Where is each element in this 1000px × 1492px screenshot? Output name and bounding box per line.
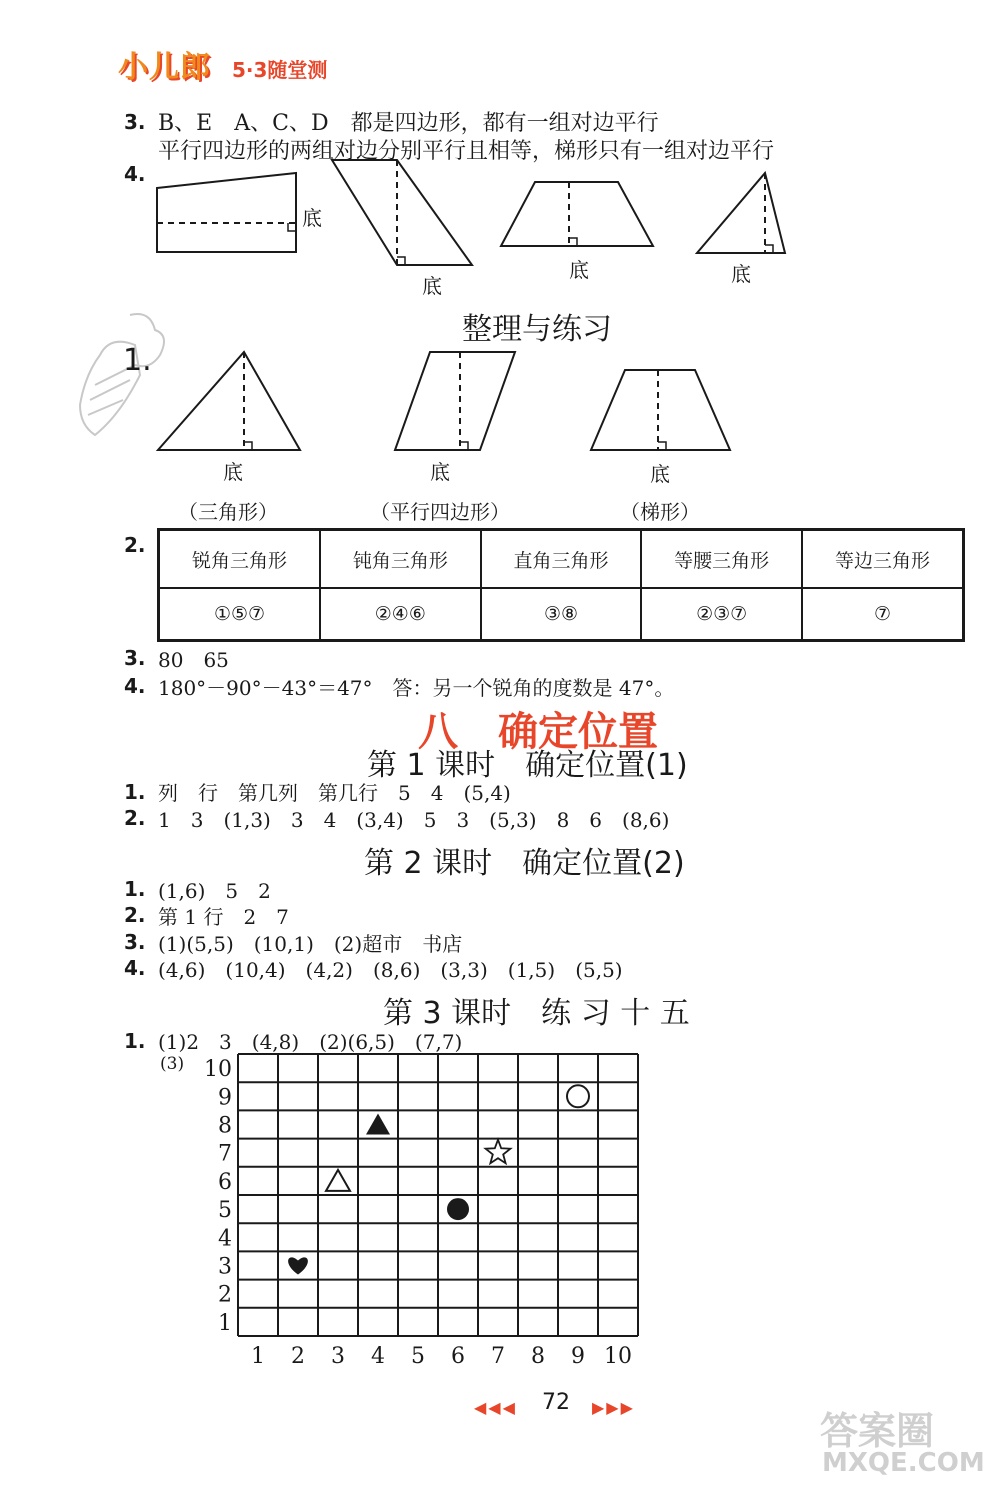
lesson1-q1-answer: 列 行 第几列 第几行 5 4 (5,4) <box>158 781 511 805</box>
table-cell: ②④⑥ <box>320 588 481 641</box>
lesson1-q2-answer: 1 3 (1,3) 3 4 (3,4) 5 3 (5,3) 8 6 (8,6) <box>158 808 670 832</box>
review-q1-shapes <box>0 330 1000 470</box>
circle-outline-icon <box>567 1085 589 1107</box>
watermark-url: MXQE.COM <box>822 1448 985 1478</box>
lesson3-q1-sub3: (3) <box>160 1054 185 1074</box>
q3-number: 3. <box>124 110 146 134</box>
q4-base-label-1: 底 <box>302 206 322 230</box>
review-base-label-1: 底 <box>223 460 243 484</box>
table-cell: ②③⑦ <box>641 588 802 641</box>
review-title: 整理与练习 <box>462 312 612 347</box>
lesson2-q3-number: 3. <box>124 930 146 954</box>
review-name-parallelogram: （平行四边形） <box>370 500 510 524</box>
lesson2-q2-answer: 第 1 行 2 7 <box>158 905 289 929</box>
review-trapezoid <box>591 370 730 450</box>
q4-triangle <box>697 173 785 253</box>
review-base-label-3: 底 <box>650 462 670 486</box>
q4-trapezoid <box>501 182 653 246</box>
lesson2-q3-answer: (1)(5,5) (10,1) (2)超市 书店 <box>158 932 463 956</box>
table-header-cell: 等腰三角形 <box>641 530 802 589</box>
x-axis-label: 7 <box>491 1344 505 1369</box>
lesson2-title: 第 2 课时 确定位置(2) <box>364 846 685 881</box>
x-axis-label: 6 <box>451 1344 465 1369</box>
lesson1-q2-number: 2. <box>124 806 146 830</box>
lesson2-q1-number: 1. <box>124 877 146 901</box>
x-axis-label: 9 <box>571 1344 585 1369</box>
review-q3-number: 3. <box>124 646 146 670</box>
table-header-cell: 直角三角形 <box>481 530 642 589</box>
y-axis-label: 9 <box>218 1085 232 1111</box>
footer-right-arrows: ▶▶▶ <box>592 1398 635 1417</box>
table-cell: ③⑧ <box>481 588 642 641</box>
circle-filled-icon <box>447 1198 469 1220</box>
brand-logo: 小儿郎 <box>118 50 211 85</box>
x-axis-label: 8 <box>531 1344 545 1369</box>
q4-number: 4. <box>124 162 146 186</box>
review-name-triangle: （三角形） <box>178 500 278 524</box>
x-axis-label: 2 <box>291 1344 305 1369</box>
table-row <box>159 588 964 641</box>
lesson2-q1-answer: (1,6) 5 2 <box>158 879 271 903</box>
y-axis-label: 8 <box>218 1113 232 1139</box>
review-q3-answer: 80 65 <box>158 648 229 672</box>
lesson3-q1-number: 1. <box>124 1029 146 1053</box>
review-name-trapezoid: （梯形） <box>620 500 700 524</box>
page-number: 72 <box>542 1390 570 1415</box>
lesson1-title: 第 1 课时 确定位置(1) <box>367 748 688 783</box>
x-axis-label: 4 <box>371 1344 385 1369</box>
y-axis-label: 7 <box>218 1141 232 1167</box>
q4-shapes <box>0 0 1000 300</box>
lesson2-q4-answer: (4,6) (10,4) (4,2) (8,6) (3,3) (1,5) (5,5) <box>158 958 623 982</box>
watermark-text: 答案圈 <box>820 1409 935 1453</box>
series-title: 5·3随堂测 <box>232 58 328 82</box>
y-axis-label: 2 <box>218 1282 232 1308</box>
q3-answer-line1: B、E A、C、D 都是四边形，都有一组对边平行 <box>158 111 659 136</box>
q3-answer-line2: 平行四边形的两组对边分别平行且相等，梯形只有一组对边平行 <box>158 139 775 164</box>
x-axis-label: 5 <box>411 1344 425 1369</box>
q4-base-label-4: 底 <box>731 262 751 286</box>
review-q2-number: 2. <box>124 533 146 557</box>
x-axis-label: 10 <box>604 1344 632 1369</box>
q4-base-label-2: 底 <box>422 274 442 298</box>
y-axis-label: 6 <box>218 1169 232 1195</box>
lesson3-q1-answer: (1)2 3 (4,8) (2)(6,5) (7,7) <box>158 1030 463 1054</box>
star-outline-icon <box>486 1140 511 1164</box>
q4-right-trapezoid <box>157 173 296 252</box>
y-axis-label: 3 <box>218 1254 232 1280</box>
triangle-outline-icon <box>326 1170 350 1191</box>
footer-left-arrows: ◀◀◀ <box>474 1398 517 1417</box>
y-axis-label: 4 <box>218 1226 232 1252</box>
chapter-title: 八 确定位置 <box>418 709 658 755</box>
review-parallelogram <box>395 352 515 450</box>
review-q1-number: 1. <box>123 343 152 378</box>
triangle-classification-table <box>157 528 965 642</box>
table-cell: ⑦ <box>802 588 964 641</box>
lesson2-q2-number: 2. <box>124 903 146 927</box>
table-header-cell: 钝角三角形 <box>320 530 481 589</box>
heart-icon <box>288 1257 308 1274</box>
y-axis-label: 10 <box>204 1057 232 1083</box>
lesson1-q1-number: 1. <box>124 780 146 804</box>
review-q4-number: 4. <box>124 674 146 698</box>
lesson2-q4-number: 4. <box>124 956 146 980</box>
x-axis-label: 1 <box>251 1344 265 1369</box>
coordinate-grid <box>180 1040 660 1380</box>
review-base-label-2: 底 <box>430 460 450 484</box>
review-triangle <box>158 352 300 450</box>
x-axis-label: 3 <box>331 1344 345 1369</box>
triangle-filled-icon <box>366 1114 390 1135</box>
review-q4-answer: 180°－90°－43°＝47° 答：另一个锐角的度数是 47°。 <box>158 676 675 700</box>
table-header-row <box>159 530 964 589</box>
y-axis-label: 5 <box>218 1198 232 1224</box>
q4-parallelogram <box>332 160 472 265</box>
table-header-cell: 等边三角形 <box>802 530 964 589</box>
lesson3-title: 第 3 课时 练 习 十 五 <box>383 996 690 1031</box>
table-cell: ①⑤⑦ <box>159 588 320 641</box>
y-axis-label: 1 <box>218 1310 232 1336</box>
table-header-cell: 锐角三角形 <box>159 530 320 589</box>
q4-base-label-3: 底 <box>569 258 589 282</box>
